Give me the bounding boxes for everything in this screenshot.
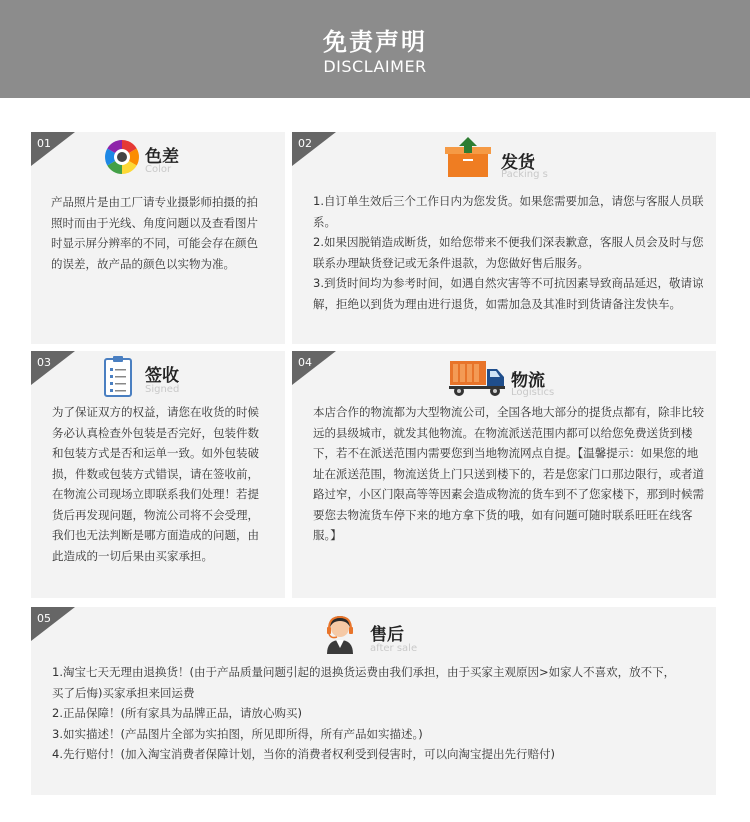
card-number-badge — [292, 351, 336, 385]
card-aftersale — [31, 607, 716, 795]
card-number: 05 — [37, 612, 51, 625]
card-number-badge — [31, 351, 75, 385]
card-logistics — [292, 351, 716, 598]
card-subtitle: after sale — [370, 643, 418, 654]
card-number: 03 — [37, 356, 51, 369]
card-subtitle: Signed — [145, 384, 180, 395]
card-text — [52, 662, 680, 765]
page-header — [0, 0, 750, 98]
card-subtitle: Color — [145, 164, 172, 175]
aftersale-line-1: 1.淘宝七天无理由退换货！(由于产品质量问题引起的退换货运费由我们承担，由于买家主观原因>如家人不喜欢，放不下，买了后悔)买家承担来回运费 — [52, 665, 676, 700]
shipping-line-3: 3.到货时间均为参考时间，如遇自然灾害等不可抗因素导致商品延迟，敬请谅解，拒绝以到货为理由进行退货，如需加急及其准时到货请备注发快车。 — [313, 276, 704, 311]
shipping-line-2: 2.如果因脱销造成断货，如给您带来不便我们深表歉意，客服人员会及时与您联系办理缺货登记或无条件退款，为您做好售后服务。 — [313, 235, 704, 270]
card-signed — [31, 351, 285, 598]
card-subtitle: Packing s — [501, 169, 548, 180]
card-text: 本店合作的物流都为大型物流公司，全国各地大部分的提货点都有，除非比较远的县级城市，就发其他物流。在物流派送范围内都可以给您免费送货到楼下，若不在派送范围内需要您到当地物流网点自提。【温馨提示：如果您的地址在派送范围，物流送货上门只送到楼下的，若是您家门口那边限行，或者道路过窄，小区门限高等等因素会造成物流的货车到不了您家楼下，那到时候需要您去物流货车停下来的地方拿下货的哦，如有问题可随时联系旺旺在线客服。】 — [313, 405, 704, 542]
aftersale-line-3: 3.如实描述！(产品图片全部为实拍图，所见即所得，所有产品如实描述。) — [52, 726, 423, 741]
card-text — [313, 191, 705, 314]
card-title: 发货 — [501, 153, 535, 173]
card-title: 售后 — [370, 625, 404, 645]
shipping-line-1: 1.自订单生效后三个工作日内为您发货。如果您需要加急，请您与客服人员联系。 — [313, 194, 704, 229]
card-number-badge — [292, 132, 336, 166]
card-title: 色差 — [145, 147, 179, 167]
aftersale-line-2: 2.正品保障！(所有家具为品牌正品，请放心购买) — [52, 706, 302, 720]
checklist-icon — [103, 355, 133, 401]
page-subtitle: DISCLAIMER — [323, 57, 427, 76]
card-shipping — [292, 132, 716, 344]
card-number-badge — [31, 132, 75, 166]
card-color — [31, 132, 285, 344]
card-text: 产品照片是由工厂请专业摄影师拍摄的拍照时而由于光线、角度问题以及查看图片时显示屏分辨率的不同，可能会存在颜色的误差，故产品的颜色以实物为准。 — [51, 195, 258, 271]
package-icon — [445, 137, 491, 183]
card-subtitle: Logistics — [511, 387, 555, 398]
truck-icon — [449, 359, 505, 401]
card-number: 04 — [298, 356, 312, 369]
card-number: 02 — [298, 137, 312, 150]
card-number-badge — [31, 607, 75, 641]
color-wheel-icon — [103, 138, 141, 180]
customer-service-icon — [323, 612, 357, 658]
aftersale-line-4: 4.先行赔付！(加入淘宝消费者保障计划，当你的消费者权利受到侵害时，可以向淘宝提出先行赔付) — [52, 747, 555, 761]
page-title: 免责声明 — [323, 28, 427, 56]
card-number: 01 — [37, 137, 51, 150]
card-title: 物流 — [511, 371, 545, 391]
card-title: 签收 — [145, 366, 179, 386]
card-text: 为了保证双方的权益，请您在收货的时候务必认真检查外包装是否完好，包装件数和包装方式是否和运单一致。如外包装破损，件数或包装方式错误，请在签收前，在物流公司现场立即联系我们处理！若提货后再发现问题，物流公司将不会受理，我们也无法判断是哪方面造成的问题，由此造成的一切后果由买家承担。 — [52, 405, 259, 563]
